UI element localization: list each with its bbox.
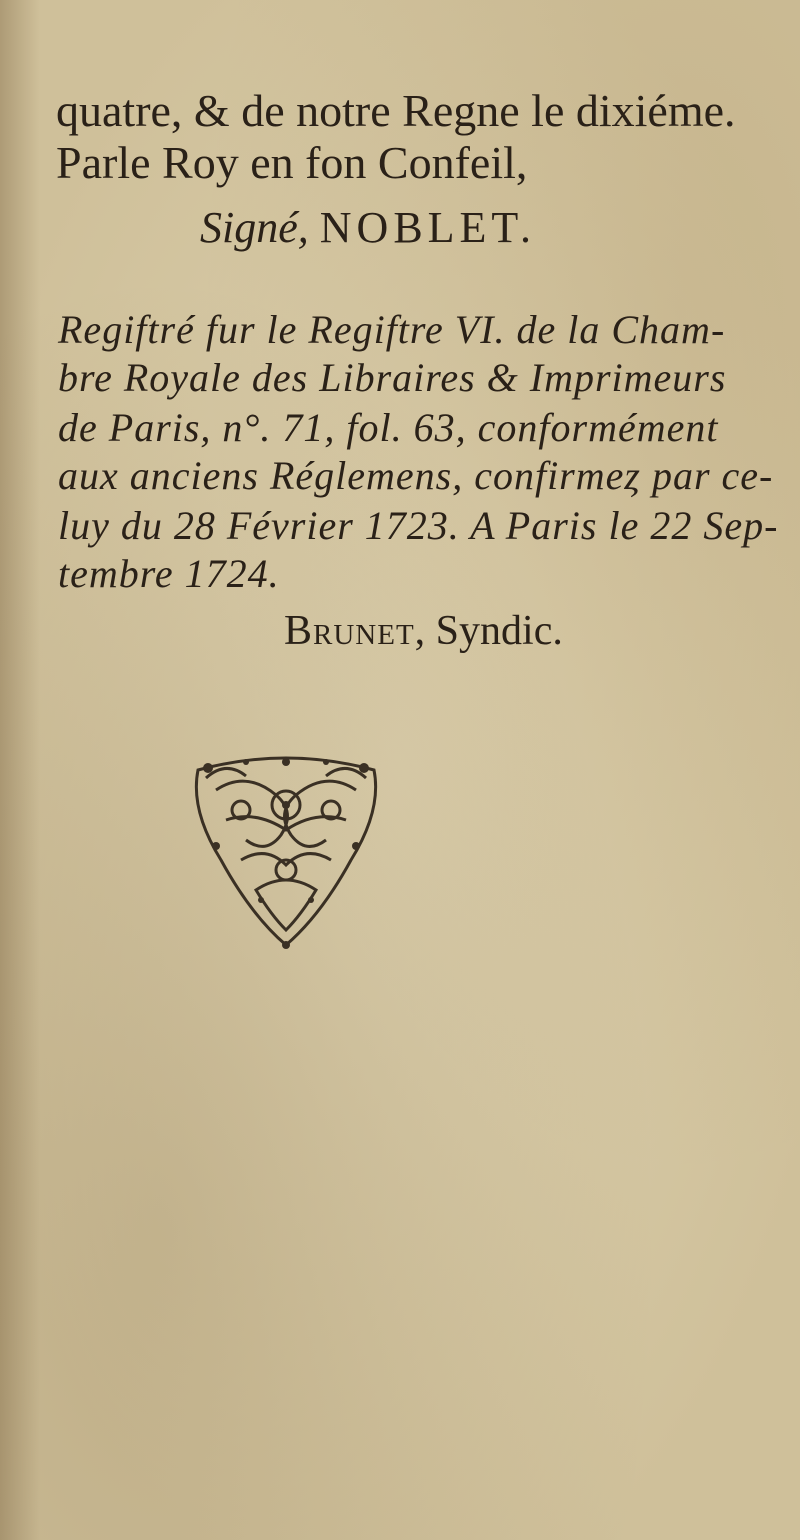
syndic-name: Brunet xyxy=(284,608,415,654)
registration-line-3: de Paris, n°. 71, fol. 63, conformément xyxy=(58,405,719,450)
registration-line-4: aux anciens Réglemens, confirmeȥ par ce- xyxy=(58,453,774,498)
text-line-par-le-roy: Parle Roy en fon Confeil, xyxy=(56,137,528,188)
text-line-regne: quatre, & de notre Regne le dixiéme. xyxy=(56,85,736,136)
registration-line-5: luy du 28 Février 1723. A Paris le 22 Sep- xyxy=(58,503,779,548)
page-shadow-edge xyxy=(0,0,40,1540)
signature-label: Signé, xyxy=(200,203,309,252)
registration-line-1: Regiftré fur le Regiftre VI. de la Cham- xyxy=(58,307,726,352)
syndic-signature xyxy=(284,610,563,652)
fleuron-ornament-icon xyxy=(186,750,386,960)
signature-name: NOBLET. xyxy=(319,203,537,252)
syndic-title: , Syndic. xyxy=(414,608,563,654)
ornament-strokes xyxy=(196,758,375,945)
registration-line-6: tembre 1724. xyxy=(58,551,280,596)
ornament-dots xyxy=(203,758,369,949)
signature-line xyxy=(200,203,537,252)
registration-line-2: bre Royale des Libraires & Imprimeurs xyxy=(58,355,727,400)
